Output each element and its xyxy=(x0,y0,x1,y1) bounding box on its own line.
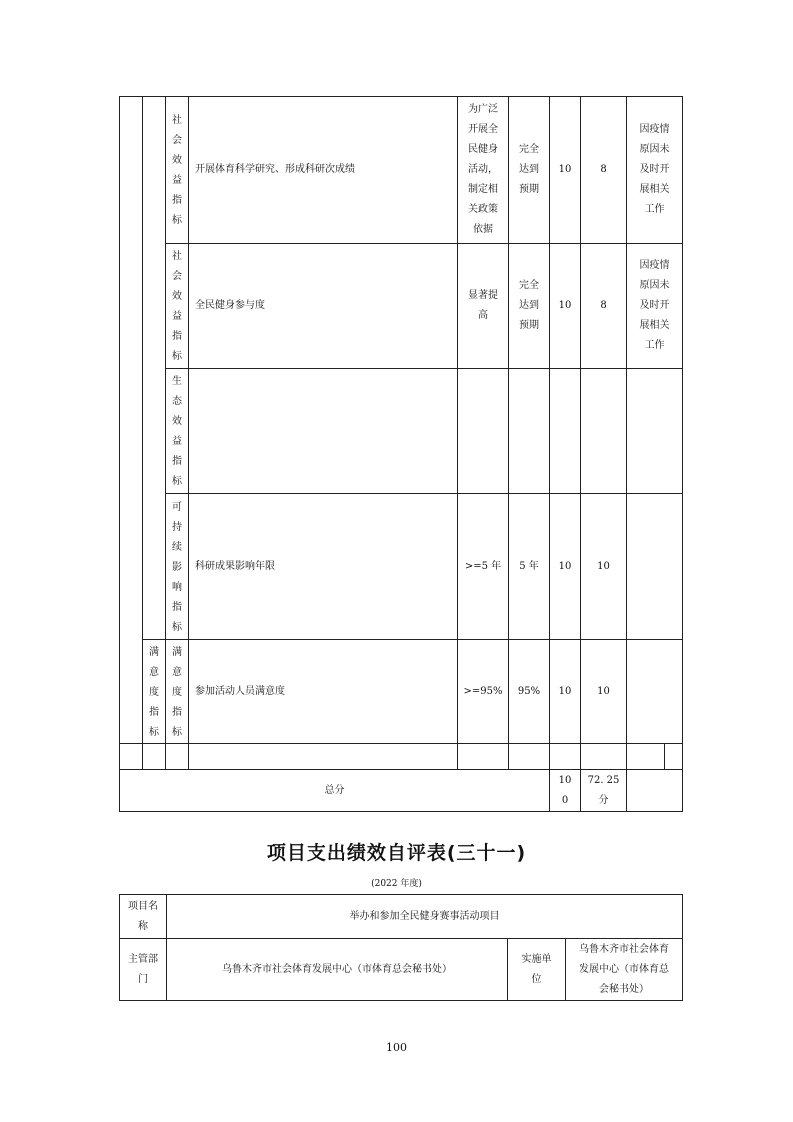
indicator-name-cell: 科研成果影响年限 xyxy=(189,494,458,640)
indicator-cell xyxy=(166,640,189,744)
actual-cell: 完全 达到 预期 xyxy=(509,97,550,244)
indicator-cell xyxy=(166,244,189,369)
score-cell: 8 xyxy=(581,244,627,369)
performance-table-continued xyxy=(119,96,683,812)
indicator-text: 生 态 效 益 指 标 xyxy=(172,376,182,487)
table-row xyxy=(120,369,683,494)
target-cell: >=95% xyxy=(458,640,509,744)
department-label: 主管部 门 xyxy=(120,939,167,1001)
weight-cell: 10 xyxy=(550,494,581,640)
page-number: 100 xyxy=(386,1041,407,1054)
table-row-empty xyxy=(120,744,683,770)
target-cell: 为广泛 开展全 民健身 活动， 制定相 关政策 依据 xyxy=(458,97,509,244)
empty-cell xyxy=(665,744,683,770)
reason-cell: 因疫情 原因未 及时开 展相关 工作 xyxy=(627,244,683,369)
implementer-label: 实施单 位 xyxy=(508,939,566,1001)
indicator-text: 满 意 度 指 标 xyxy=(172,646,182,738)
empty-cell xyxy=(166,744,189,770)
indicator-name-cell xyxy=(189,369,458,494)
table-title: 项目支出绩效自评表(三十一) xyxy=(266,842,527,864)
reason-cell: 因疫情 原因未 及时开 展相关 工作 xyxy=(627,97,683,244)
actual-cell: 5 年 xyxy=(509,494,550,640)
empty-cell xyxy=(550,744,581,770)
total-weight: 10 0 xyxy=(550,770,581,812)
project-name-value: 举办和参加全民健身赛事活动项目 xyxy=(167,895,683,939)
empty-cell xyxy=(143,744,166,770)
table-row xyxy=(120,895,683,939)
reason-cell xyxy=(627,640,683,744)
table-row xyxy=(120,494,683,640)
weight-cell xyxy=(550,369,581,494)
table-row xyxy=(120,244,683,369)
actual-cell: 完全 达到 预期 xyxy=(509,244,550,369)
total-row xyxy=(120,770,683,812)
target-cell xyxy=(458,369,509,494)
target-cell: 显著提 高 xyxy=(458,244,509,369)
total-label: 总分 xyxy=(120,770,550,812)
empty-cell xyxy=(627,770,683,812)
empty-cell xyxy=(627,744,665,770)
empty-cell xyxy=(581,744,627,770)
score-cell xyxy=(581,369,627,494)
reason-cell xyxy=(627,369,683,494)
score-cell: 8 xyxy=(581,97,627,244)
year-label: (2022 年度) xyxy=(371,879,422,889)
weight-cell: 10 xyxy=(550,640,581,744)
table-row xyxy=(120,939,683,1001)
weight-cell: 10 xyxy=(550,97,581,244)
indicator-name-cell: 参加活动人员满意度 xyxy=(189,640,458,744)
actual-cell xyxy=(509,369,550,494)
indicator-text: 社 会 效 益 指 标 xyxy=(172,251,182,362)
total-score: 72. 25 分 xyxy=(581,770,627,812)
score-cell: 10 xyxy=(581,494,627,640)
indicator-text: 满 意 度 指 标 xyxy=(149,646,159,738)
indicator-text: 可 持 续 影 响 指 标 xyxy=(172,501,182,633)
empty-cell xyxy=(120,744,143,770)
department-value: 乌鲁木齐市社会体育发展中心（市体育总会秘书处） xyxy=(167,939,508,1001)
implementer-value: 乌鲁木齐市社会体育 发展中心（市体育总 会秘书处） xyxy=(566,939,683,1001)
indicator-name-cell: 开展体育科学研究、形成科研次成绩 xyxy=(189,97,458,244)
indicator-name-cell: 全民健身参与度 xyxy=(189,244,458,369)
empty-cell xyxy=(458,744,509,770)
empty-cell xyxy=(509,744,550,770)
reason-cell xyxy=(627,494,683,640)
actual-cell: 95% xyxy=(509,640,550,744)
table-row xyxy=(120,640,683,744)
indicator-cell xyxy=(166,369,189,494)
empty-cell xyxy=(189,744,458,770)
target-cell: >=5 年 xyxy=(458,494,509,640)
indicator-text: 社 会 效 益 指 标 xyxy=(172,115,182,226)
table-row xyxy=(120,97,683,244)
score-cell: 10 xyxy=(581,640,627,744)
project-info-table xyxy=(119,894,683,1001)
indicator-cell xyxy=(166,97,189,244)
weight-cell: 10 xyxy=(550,244,581,369)
project-name-label: 项目名 称 xyxy=(120,895,167,939)
empty-cell xyxy=(143,97,166,640)
empty-cell xyxy=(120,97,143,744)
satisfaction-category-cell xyxy=(143,640,166,744)
indicator-cell xyxy=(166,494,189,640)
